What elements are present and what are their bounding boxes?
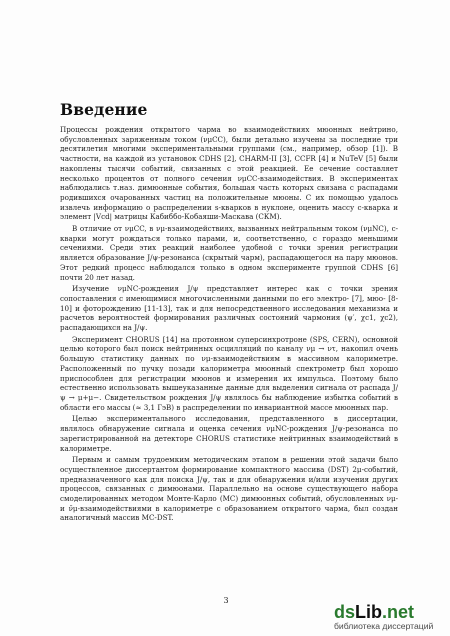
paragraph-6: Первым и самым трудоемким методическим этапом в решении этой задачи было осуществленное диссертантом формирование компактного массива (DST) 2μ-событий, предназначенного как для поиска J/ψ, так и для обнаружения и/или изучения других процессов, связанных с димюонами. Параллельно на основе существующего набора смоделированных методом Монте-Карло (МС) димюонных событий, обусловленных νμ- и ν̄μ-взаимодействиями в калориметре с образованием открытого чарма, был создан аналогичный массив МС-DST. [60,455,398,523]
paragraph-2: В отличие от νμCC, в νμ-взаимодействиях, вызванных нейтральным током (νμNC), c-кварки могут рождаться только парами, и, соответственно, с гораздо меньшими сечениями. Среди этих реакций наиболее удобной с точки зрения регистрации является образование J/ψ-резонанса (скрытый чарм), распадающегося на пару мюонов. Этот редкий процесс наблюдался только в одном эксперименте группой CDHS [6] почти 20 лет назад. [60,224,398,282]
watermark-brand-ds: ds [334,602,356,622]
watermark-brand [334,602,414,623]
paragraph-4: Эксперимент CHORUS [14] на протонном суперсинхротроне (SPS, CERN), основной целью которого был поиск нейтринных осцилляций по каналу νμ → ντ, накопил очень большую статистику данных по νμ-взаимодействиям в массивном калориметре. Расположенный по пучку позади калориметра мюонный спектрометр был хорошо приспособлен для регистрации мюонов и измерения их импульса. Поэтому было естественно использовать вышеуказанные данные для выделения сигнала от распада J/ψ → μ+μ−. Свидетельством рождения J/ψ являлось бы наблюдение избытка событий в области его массы (≈ 3,1 ГэВ) в распределении по инвариантной массе мюонных пар. [60,334,398,412]
dslib-watermark-logo[interactable] [334,602,446,632]
section-heading: Введение [60,100,148,119]
paragraph-1: Процессы рождения открытого чарма во взаимодействиях мюонных нейтрино, обусловленных заряженным током (νμCC), были детально изучены за последние три десятилетия многими экспериментальными группами (см., например, обзор [1]). В частности, на каждой из установок CDHS [2], CHARM-II [3], CCFR [4] и NuTeV [5] были накоплены тысячи событий, связанных с этой реакцией. Ее сечение составляет несколько процентов от полного сечения νμCC-взаимодействия. В экспериментах наблюдались т.наз. димюонные события, большая часть которых связана с распадами родившихся очарованных частиц на положительные мюоны. С их помощью удалось извлечь информацию о распределении s-кварков в нуклоне, оценить массу c-кварка и элемент |Vcd| матрицы Кабиббо-Кобаяши-Маскава (СКМ). [60,125,398,222]
watermark-brand-lib: Lib [355,602,383,622]
page-number: 3 [223,596,229,605]
paragraph-5: Целью экспериментального исследования, представленного в диссертации, являлось обнаружение сигнала и оценка сечения νμNC-рождения J/ψ-резонанса по зарегистрированной на детекторе CHORUS статистике нейтринных взаимодействий в калориметре. [60,414,398,453]
body-text [60,125,398,525]
paragraph-3: Изучение νμNC-рождения J/ψ представляет интерес как с точки зрения сопоставления с имеющимися многочисленными данными по его электро- [7], мюо- [8-10] и фоторождению [11-13], так и для непосредственного исследования механизма и расчетов вероятностей формирования различных состояний чармония (ψ′, χc1, χc2), распадающихся на J/ψ. [60,284,398,333]
watermark-tagline: библиотека диссертаций [334,621,434,631]
watermark-brand-net: .net [382,602,415,622]
